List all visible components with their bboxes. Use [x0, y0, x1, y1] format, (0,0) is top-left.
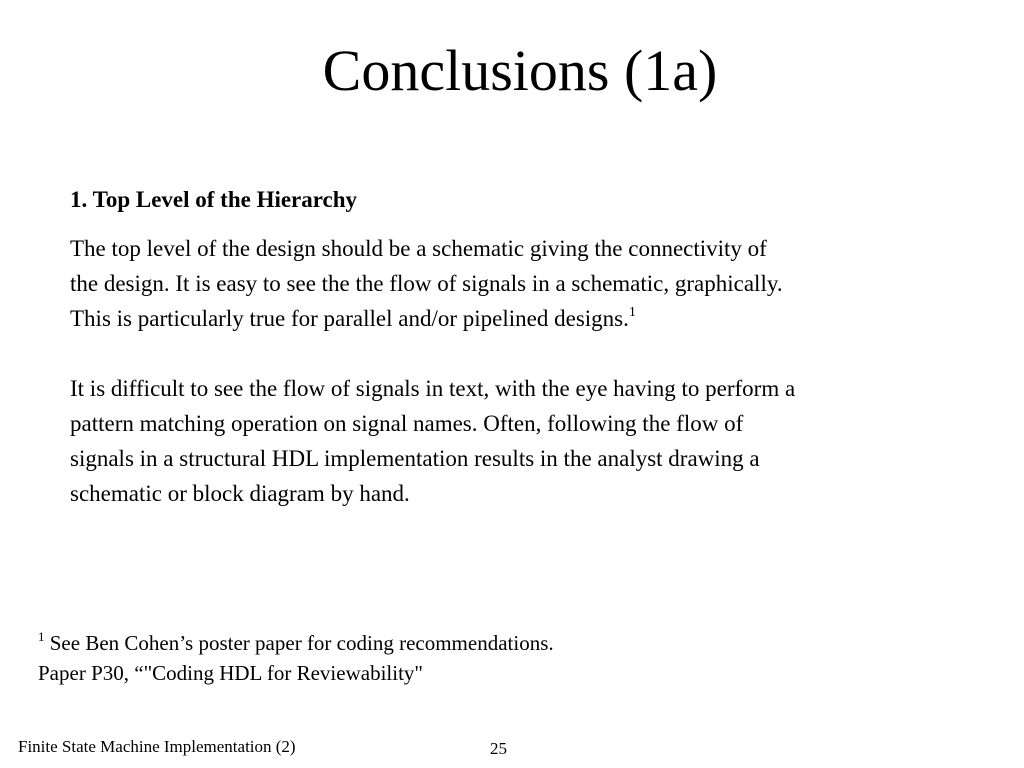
- footnote: [38, 628, 554, 688]
- paragraph-2-line-4: schematic or block diagram by hand.: [70, 481, 410, 506]
- paragraph-1-line-3: [70, 301, 990, 336]
- footnote-line-2: Paper P30, “"Coding HDL for Reviewability": [38, 661, 423, 685]
- paragraph-1-line-1: The top level of the design should be a schematic giving the connectivity of: [70, 236, 767, 261]
- paragraph-1-line-3-text: This is particularly true for parallel and/or pipelined designs.: [70, 306, 629, 331]
- paragraph-2-line-2: pattern matching operation on signal names. Often, following the flow of: [70, 411, 744, 436]
- footnote-line-1-text: See Ben Cohen’s poster paper for coding recommendations.: [44, 631, 554, 655]
- paragraph-2-line-1: It is difficult to see the flow of signals in text, with the eye having to perform a: [70, 376, 796, 401]
- paragraph-1: [70, 231, 990, 336]
- footer-title: Finite State Machine Implementation (2): [18, 737, 296, 756]
- footnote-reference-marker: 1: [628, 305, 636, 321]
- page-number: 25: [490, 739, 507, 758]
- footnote-marker: 1: [38, 629, 45, 644]
- paragraph-2-line-3: signals in a structural HDL implementation results in the analyst drawing a: [70, 446, 760, 471]
- slide-body: [70, 182, 990, 511]
- paragraph-2: [70, 371, 990, 511]
- section-heading: 1. Top Level of the Hierarchy: [70, 187, 358, 212]
- slide-title: Conclusions (1a): [322, 38, 718, 103]
- paragraph-1-line-2: the design. It is easy to see the the flow of signals in a schematic, graphically.: [70, 271, 783, 296]
- footnote-line-1: [38, 628, 554, 658]
